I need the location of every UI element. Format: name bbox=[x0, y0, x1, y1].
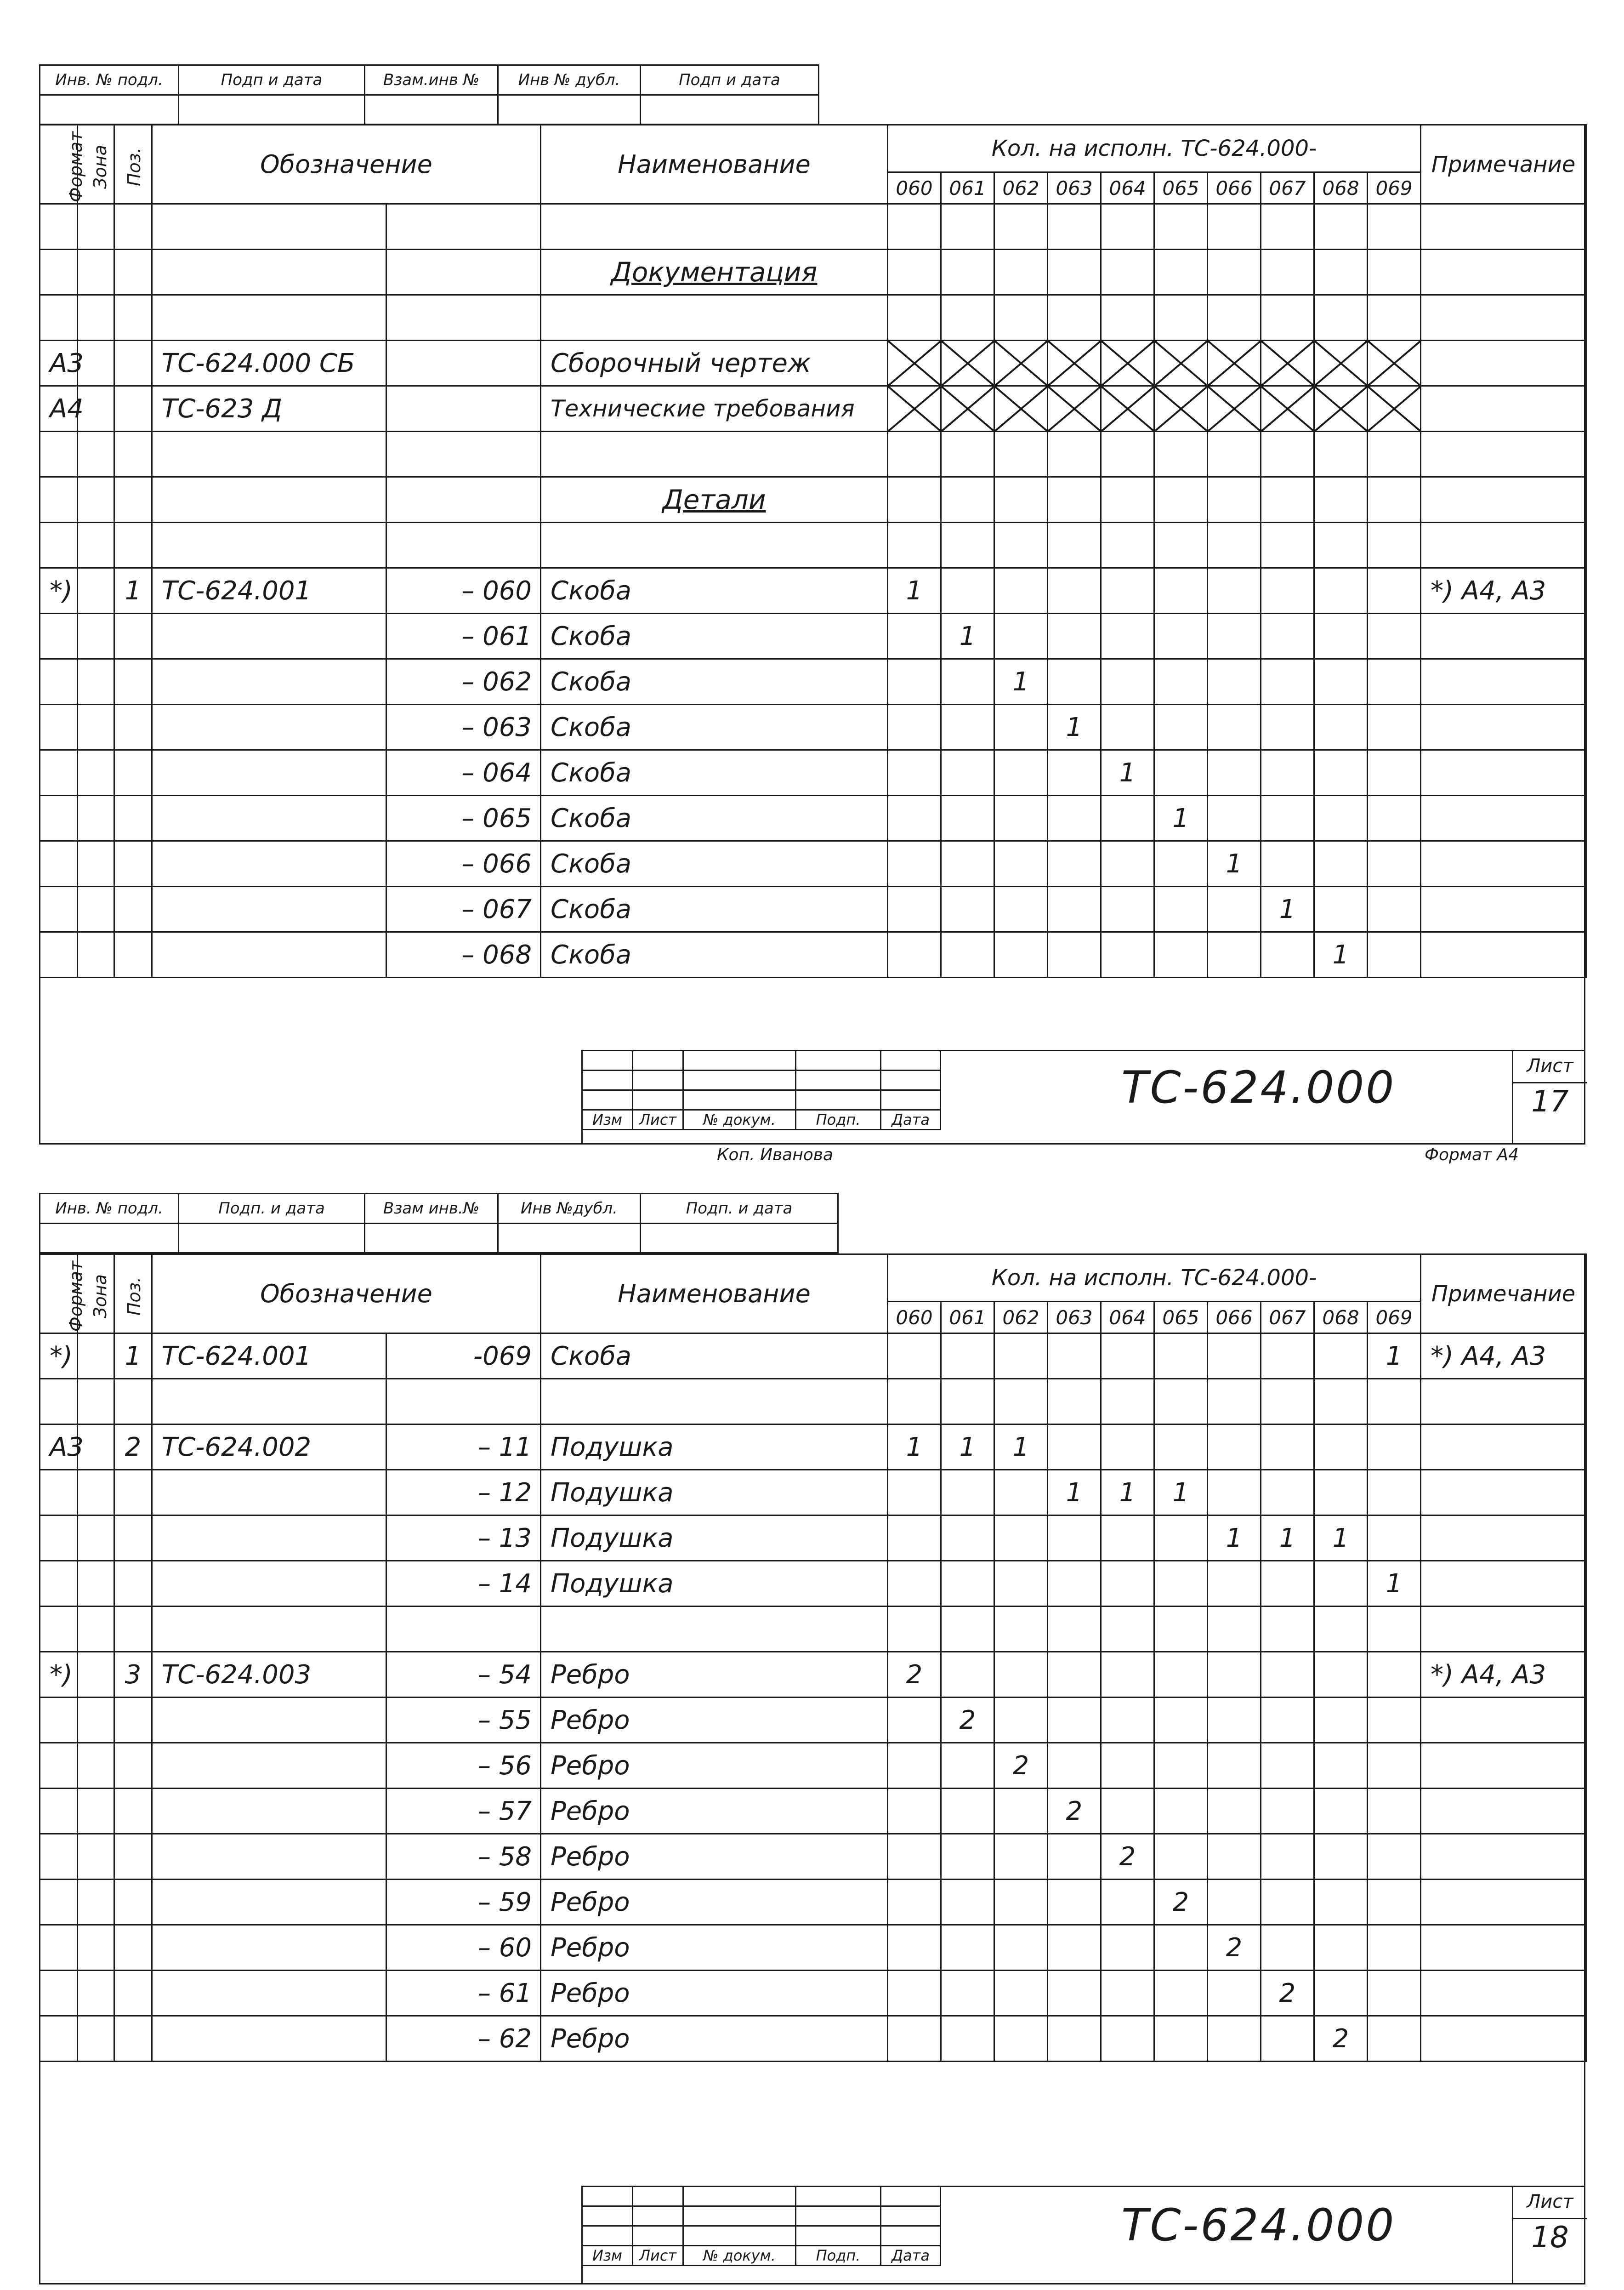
quantity-cell: 2 bbox=[1208, 1925, 1261, 1971]
designation-cell: ТС-624.003 bbox=[152, 1652, 386, 1698]
column-name: Наименование bbox=[541, 125, 888, 204]
variant-header: 062 bbox=[994, 172, 1048, 204]
quantity-cell: 1 bbox=[888, 568, 941, 614]
name-cell: Ребро bbox=[541, 2016, 888, 2062]
variant-suffix-cell: – 62 bbox=[386, 2016, 541, 2062]
variant-suffix-cell: – 065 bbox=[386, 796, 541, 841]
column-designation: Обозначение bbox=[152, 125, 541, 204]
variant-suffix-cell: – 060 bbox=[386, 568, 541, 614]
stamp-label: Подп. и дата bbox=[641, 1194, 837, 1224]
name-cell: Ребро bbox=[541, 1698, 888, 1743]
format-cell: *) bbox=[40, 568, 78, 614]
quantity-cell: 1 bbox=[1368, 1561, 1421, 1606]
rev-label: Лист bbox=[633, 1110, 683, 1130]
quantity-cell: 2 bbox=[1314, 2016, 1368, 2062]
stamp-label: Подп и дата bbox=[179, 66, 364, 96]
name-cell: Скоба bbox=[541, 614, 888, 659]
designation-cell: ТС-624.001 bbox=[152, 1333, 386, 1379]
position-cell: 1 bbox=[114, 1333, 152, 1379]
copied-by: Коп. Иванова bbox=[717, 1145, 834, 1164]
name-cell: Технические требования bbox=[541, 386, 888, 432]
document-number: ТС-624.000 bbox=[1121, 2199, 1396, 2251]
column-pos: Поз. bbox=[124, 1276, 145, 1316]
quantity-cell: 1 bbox=[1368, 1333, 1421, 1379]
variant-suffix-cell: – 062 bbox=[386, 659, 541, 705]
rev-label: № докум. bbox=[683, 2246, 796, 2266]
name-cell: Подушка bbox=[541, 1470, 888, 1515]
quantity-cell: 1 bbox=[1314, 932, 1368, 978]
designation-cell: ТС-624.002 bbox=[152, 1424, 386, 1470]
title-block-frame bbox=[581, 2186, 1585, 2284]
variant-header: 061 bbox=[941, 172, 994, 204]
stamp-label: Подп. и дата bbox=[179, 1194, 364, 1224]
page-frame bbox=[39, 1253, 1585, 2284]
variant-suffix-cell: – 61 bbox=[386, 1971, 541, 2016]
quantity-cell: 1 bbox=[1154, 1470, 1208, 1515]
quantity-cell: 1 bbox=[994, 1424, 1048, 1470]
variant-header: 060 bbox=[888, 1302, 941, 1333]
name-cell: Ребро bbox=[541, 1789, 888, 1834]
variant-header: 067 bbox=[1261, 1302, 1314, 1333]
column-pos: Поз. bbox=[124, 147, 145, 187]
position-cell: 3 bbox=[114, 1652, 152, 1698]
name-cell: Скоба bbox=[541, 659, 888, 705]
name-cell: Ребро bbox=[541, 1652, 888, 1698]
name-cell: Подушка bbox=[541, 1561, 888, 1606]
format-cell: А3 bbox=[40, 341, 78, 386]
sheet-number: 18 bbox=[1531, 2221, 1569, 2255]
quantity-cell: 1 bbox=[1101, 750, 1154, 796]
variant-header: 064 bbox=[1101, 1302, 1154, 1333]
variant-suffix-cell: – 13 bbox=[386, 1515, 541, 1561]
variant-suffix-cell: – 54 bbox=[386, 1652, 541, 1698]
section-heading: Документация bbox=[611, 256, 818, 288]
stamp-strip bbox=[39, 64, 819, 125]
rev-label: Дата bbox=[881, 1110, 941, 1130]
variant-header: 069 bbox=[1368, 172, 1421, 204]
format-cell: А3 bbox=[40, 1424, 78, 1470]
column-note: Примечание bbox=[1421, 125, 1586, 204]
sheet-label: Лист bbox=[1513, 2186, 1587, 2219]
variant-suffix-cell: – 063 bbox=[386, 705, 541, 750]
quantity-cell: 1 bbox=[1208, 1515, 1261, 1561]
document-number: ТС-624.000 bbox=[1121, 1062, 1396, 1113]
quantity-cell: 1 bbox=[941, 1424, 994, 1470]
name-cell: Скоба bbox=[541, 887, 888, 932]
variant-header: 062 bbox=[994, 1302, 1048, 1333]
variant-suffix-cell: – 066 bbox=[386, 841, 541, 887]
quantity-cell: 1 bbox=[1154, 796, 1208, 841]
name-cell: Ребро bbox=[541, 1925, 888, 1971]
variant-suffix-cell: -069 bbox=[386, 1333, 541, 1379]
variant-suffix-cell: – 068 bbox=[386, 932, 541, 978]
position-cell: 2 bbox=[114, 1424, 152, 1470]
rev-label: Изм bbox=[582, 2246, 633, 2266]
designation-cell: ТС-623 Д bbox=[152, 386, 386, 432]
note-cell: *) А4, А3 bbox=[1421, 568, 1586, 614]
name-cell: Скоба bbox=[541, 750, 888, 796]
variant-header: 066 bbox=[1208, 172, 1261, 204]
variant-suffix-cell: – 58 bbox=[386, 1834, 541, 1880]
quantity-cell: 2 bbox=[1261, 1971, 1314, 2016]
variant-suffix-cell: – 56 bbox=[386, 1743, 541, 1789]
variant-suffix-cell: – 60 bbox=[386, 1925, 541, 1971]
stamp-label: Инв. № подл. bbox=[40, 66, 178, 96]
variant-suffix-cell: – 11 bbox=[386, 1424, 541, 1470]
column-format: Формат bbox=[66, 1260, 86, 1332]
designation-cell: ТС-624.000 СБ bbox=[152, 341, 386, 386]
column-zone: Зона bbox=[90, 1274, 110, 1318]
variant-suffix-cell: – 59 bbox=[386, 1880, 541, 1925]
name-cell: Подушка bbox=[541, 1424, 888, 1470]
quantity-cell: 1 bbox=[1261, 887, 1314, 932]
rev-label: Подп. bbox=[796, 1110, 881, 1130]
variant-header: 068 bbox=[1314, 172, 1368, 204]
sheet-number-box bbox=[1512, 1050, 1587, 1145]
name-cell: Подушка bbox=[541, 1515, 888, 1561]
quantity-cell: 2 bbox=[1154, 1880, 1208, 1925]
variant-header: 065 bbox=[1154, 1302, 1208, 1333]
rev-label: Изм bbox=[582, 1110, 633, 1130]
name-cell: Сборочный чертеж bbox=[541, 341, 888, 386]
quantity-cell: 1 bbox=[1048, 1470, 1101, 1515]
stamp-strip bbox=[39, 1193, 839, 1253]
variant-suffix-cell: – 57 bbox=[386, 1789, 541, 1834]
stamp-label: Инв №дубл. bbox=[499, 1194, 640, 1224]
variant-header: 064 bbox=[1101, 172, 1154, 204]
name-cell: Скоба bbox=[541, 568, 888, 614]
note-cell: *) А4, А3 bbox=[1421, 1652, 1586, 1698]
section-heading: Детали bbox=[662, 484, 766, 515]
stamp-label: Инв № дубл. bbox=[499, 66, 640, 96]
name-cell: Ребро bbox=[541, 1971, 888, 2016]
variant-suffix-cell: – 12 bbox=[386, 1470, 541, 1515]
name-cell: Скоба bbox=[541, 841, 888, 887]
variant-header: 067 bbox=[1261, 172, 1314, 204]
column-qty-group: Кол. на исполн. ТС-624.000- bbox=[888, 125, 1421, 172]
variant-header: 068 bbox=[1314, 1302, 1368, 1333]
quantity-cell: 2 bbox=[941, 1698, 994, 1743]
name-cell: Скоба bbox=[541, 1333, 888, 1379]
column-format: Формат bbox=[66, 131, 86, 203]
quantity-cell: 1 bbox=[1314, 1515, 1368, 1561]
variant-header: 063 bbox=[1048, 172, 1101, 204]
page-frame bbox=[39, 124, 1585, 1145]
position-cell: 1 bbox=[114, 568, 152, 614]
format-cell: *) bbox=[40, 1652, 78, 1698]
note-cell: *) А4, А3 bbox=[1421, 1333, 1586, 1379]
variant-header: 069 bbox=[1368, 1302, 1421, 1333]
quantity-cell: 2 bbox=[1101, 1834, 1154, 1880]
format-cell: А4 bbox=[40, 386, 78, 432]
variant-suffix-cell: – 064 bbox=[386, 750, 541, 796]
name-cell: Ребро bbox=[541, 1743, 888, 1789]
quantity-cell: 1 bbox=[1208, 841, 1261, 887]
stamp-label: Взам инв.№ bbox=[365, 1194, 497, 1224]
title-block-frame bbox=[581, 1050, 1585, 1145]
name-cell: Ребро bbox=[541, 1880, 888, 1925]
quantity-cell: 2 bbox=[888, 1652, 941, 1698]
column-note: Примечание bbox=[1421, 1254, 1586, 1333]
quantity-cell: 1 bbox=[994, 659, 1048, 705]
stamp-label: Инв. № подл. bbox=[40, 1194, 178, 1224]
sheet-label: Лист bbox=[1513, 1050, 1587, 1083]
column-designation: Обозначение bbox=[152, 1254, 541, 1333]
column-name: Наименование bbox=[541, 1254, 888, 1333]
name-cell: Скоба bbox=[541, 705, 888, 750]
variant-header: 061 bbox=[941, 1302, 994, 1333]
name-cell: Скоба bbox=[541, 796, 888, 841]
column-qty-group: Кол. на исполн. ТС-624.000- bbox=[888, 1254, 1421, 1302]
stamp-label: Подп и дата bbox=[641, 66, 818, 96]
quantity-cell: 2 bbox=[1048, 1789, 1101, 1834]
rev-label: Лист bbox=[633, 2246, 683, 2266]
sheet-number: 17 bbox=[1531, 1085, 1569, 1119]
quantity-cell: 1 bbox=[1101, 1470, 1154, 1515]
rev-label: № докум. bbox=[683, 1110, 796, 1130]
quantity-cell: 1 bbox=[1261, 1515, 1314, 1561]
variant-header: 066 bbox=[1208, 1302, 1261, 1333]
stamp-label: Взам.инв № bbox=[365, 66, 497, 96]
format-label: Формат А4 bbox=[1425, 1145, 1519, 1164]
rev-label: Подп. bbox=[796, 2246, 881, 2266]
name-cell: Скоба bbox=[541, 932, 888, 978]
format-cell: *) bbox=[40, 1333, 78, 1379]
quantity-cell: 1 bbox=[1048, 705, 1101, 750]
variant-suffix-cell: – 067 bbox=[386, 887, 541, 932]
designation-cell: ТС-624.001 bbox=[152, 568, 386, 614]
name-cell: Ребро bbox=[541, 1834, 888, 1880]
quantity-cell: 1 bbox=[888, 1424, 941, 1470]
variant-suffix-cell: – 55 bbox=[386, 1698, 541, 1743]
variant-suffix-cell: – 14 bbox=[386, 1561, 541, 1606]
variant-header: 060 bbox=[888, 172, 941, 204]
sheet-number-box bbox=[1512, 2186, 1587, 2284]
rev-label: Дата bbox=[881, 2246, 941, 2266]
column-zone: Зона bbox=[90, 145, 110, 189]
quantity-cell: 2 bbox=[994, 1743, 1048, 1789]
variant-suffix-cell: – 061 bbox=[386, 614, 541, 659]
variant-header: 063 bbox=[1048, 1302, 1101, 1333]
quantity-cell: 1 bbox=[941, 614, 994, 659]
variant-header: 065 bbox=[1154, 172, 1208, 204]
